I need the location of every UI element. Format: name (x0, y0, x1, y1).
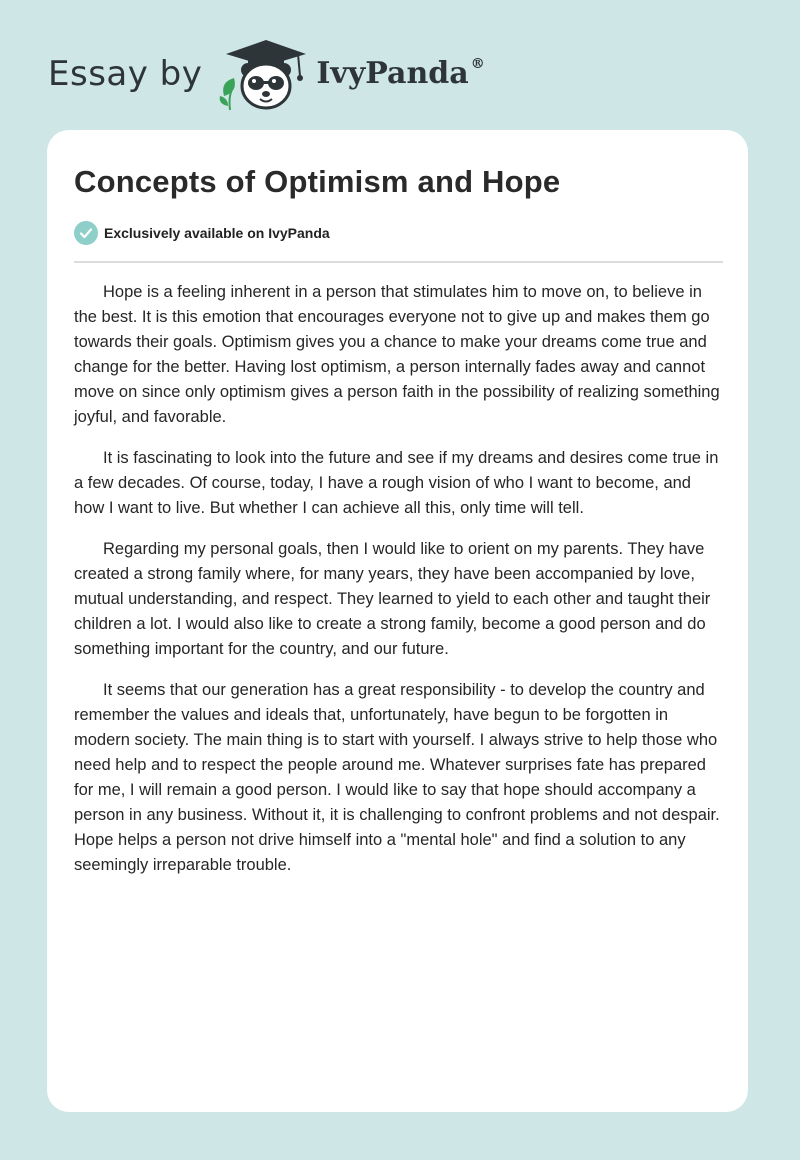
paragraph: It is fascinating to look into the future and see if my dreams and desires come true in a few decades. Of course, today, I have a rough vision of who I want to become, and how I want to live. But whether I can achieve all this, only time will tell. (74, 449, 719, 517)
exclusive-badge (74, 221, 330, 245)
paragraph: Regarding my personal goals, then I would like to orient on my parents. They have created a strong family where, for many years, they have been accompanied by love, mutual understanding, and respect. They learned to yield to each other and taught their children a lot. I would also like to create a strong family, become a good person and do something important for the country, and our future. (74, 540, 711, 658)
essay-body (74, 280, 724, 894)
registered-mark: ® (470, 56, 485, 72)
brand-label: IvyPanda (316, 56, 469, 91)
essay-by-label: Essay by (48, 54, 203, 94)
panda-logo-icon[interactable] (218, 36, 310, 112)
check-icon (74, 221, 98, 245)
site-header (48, 36, 748, 112)
divider (74, 261, 723, 263)
brand-name[interactable] (316, 56, 485, 91)
essay-card (47, 130, 748, 1112)
page-title: Concepts of Optimism and Hope (74, 164, 561, 199)
paragraph: It seems that our generation has a great responsibility - to develop the country and remember the values and ideals that, unfortunately, have begun to be forgotten in modern society. The main thing is to start with yourself. I always strive to help those who need help and to respect the people around me. Whatever surprises fate has prepared for me, I will remain a good person. I would like to say that hope should accompany a person in any business. Without it, it is challenging to confront problems and not despair. Hope helps a person not drive himself into a "mental hole" and find a solution to any seemingly irreparable trouble. (74, 681, 720, 874)
badge-label: Exclusively available on IvyPanda (104, 225, 330, 241)
paragraph: Hope is a feeling inherent in a person that stimulates him to move on, to believe in the best. It is this emotion that encourages everyone not to give up and makes them go towards their goals. Optimism gives you a chance to make your dreams come true and change for the better. Having lost optimism, a person internally fades away and cannot move on since only optimism gives a person faith in the possibility of realizing something joyful, and favorable. (74, 283, 720, 426)
